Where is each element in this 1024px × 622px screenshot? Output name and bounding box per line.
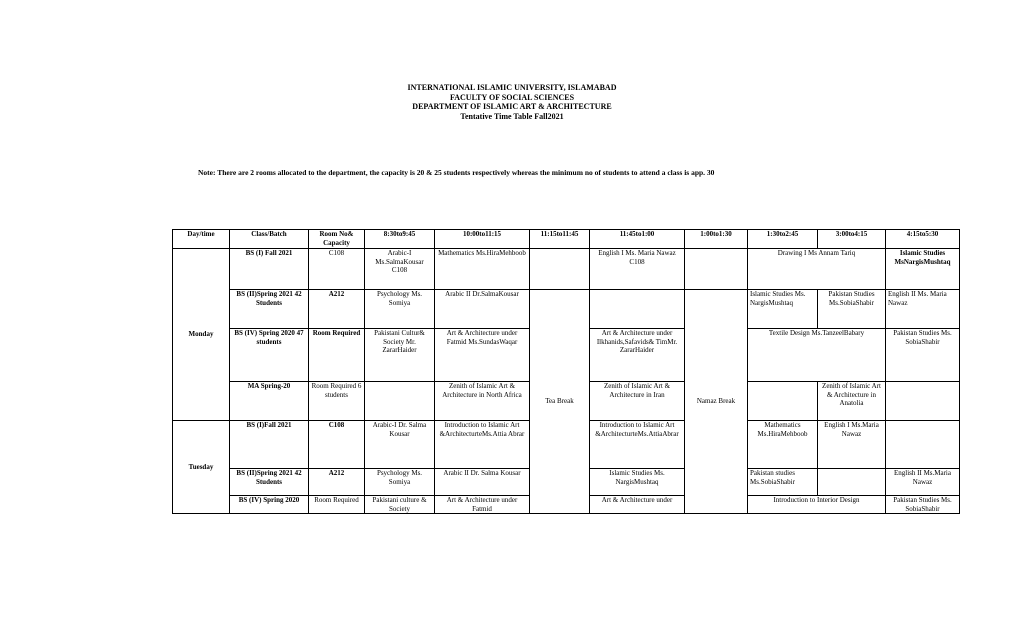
slot-cell: English II Ms. Maria Nawaz	[886, 290, 960, 329]
slot-cell: Arabic-I Ms.SalmaKousar C108	[365, 249, 435, 290]
col-header-day: Day/time	[173, 230, 230, 249]
slot-cell: Pakistan Studies Ms.SobiaShabir	[818, 290, 886, 329]
batch-cell: BS (II)Spring 2021 42 Students	[230, 290, 309, 329]
room-cell: A212	[309, 290, 365, 329]
slot-cell	[886, 382, 960, 421]
col-header-batch: Class/Batch	[230, 230, 309, 249]
timetable	[172, 229, 960, 514]
room-cell: C108	[309, 249, 365, 290]
slot-cell: Psychology Ms. Somiya	[365, 469, 435, 496]
col-header-slot1: 8:30to9:45	[365, 230, 435, 249]
col-header-room: Room No& Capacity	[309, 230, 365, 249]
slot-cell: Drawing I Ms Annam Tariq	[748, 249, 886, 290]
room-note: Note: There are 2 rooms allocated to the department, the capacity is 20 & 25 students respectively whereas the minimum no of students to attend a class is app. 30	[198, 168, 715, 177]
day-tuesday: Tuesday	[173, 421, 230, 514]
col-header-slot3: 11:45to1:00	[590, 230, 685, 249]
slot-cell: English I Ms.Maria Nawaz	[818, 421, 886, 469]
slot-cell: Psychology Ms. Somiya	[365, 290, 435, 329]
slot-cell: Islamic Studies Ms. NargisMushtaq	[748, 290, 818, 329]
table-row	[173, 290, 960, 329]
room-cell: A212	[309, 469, 365, 496]
slot-cell: Art & Architecture under Ilkhanids,Safavids& TimMr. ZararHaider	[590, 329, 685, 382]
slot-cell	[365, 382, 435, 421]
slot-cell: Arabic II Dr. Salma Kousar	[435, 469, 530, 496]
batch-cell: BS (II)Spring 2021 42 Students	[230, 469, 309, 496]
namaz-break-cell: Namaz Break	[685, 290, 748, 514]
slot-cell: Islamic Studies Ms. NargisMushtaq	[590, 469, 685, 496]
room-cell: Room Required	[309, 329, 365, 382]
slot-cell: Mathematics Ms.HiraMehboob	[748, 421, 818, 469]
university-name: INTERNATIONAL ISLAMIC UNIVERSITY, ISLAMABAD	[407, 83, 617, 92]
batch-cell: BS (I)Fall 2021	[230, 421, 309, 469]
slot-cell: Introduction to Interior Design	[748, 496, 886, 514]
slot-cell: Arabic II Dr.SalmaKousar	[435, 290, 530, 329]
col-header-tea: 11:15to11:45	[530, 230, 590, 249]
slot-cell	[886, 421, 960, 469]
slot-cell: Zenith of Islamic Art & Architecture in North Africa	[435, 382, 530, 421]
tea-break-cell: Tea Break	[530, 290, 590, 514]
day-monday: Monday	[173, 249, 230, 421]
slot-cell: Pakistan Studies Ms. SobiaShabir	[886, 496, 960, 514]
room-cell: C108	[309, 421, 365, 469]
col-header-slot6: 4:15to5:30	[886, 230, 960, 249]
slot-cell	[748, 382, 818, 421]
slot-cell: Pakistan Studies Ms. SobiaShabir	[886, 329, 960, 382]
slot-cell: English II Ms.Maria Nawaz	[886, 469, 960, 496]
batch-cell: BS (IV) Spring 2020 47 students	[230, 329, 309, 382]
slot-cell: Islamic Studies MsNargisMushtaq	[886, 249, 960, 290]
col-header-namaz: 1:00to1:30	[685, 230, 748, 249]
col-header-slot5: 3:00to4:15	[818, 230, 886, 249]
slot-cell: Art & Architecture under Fatmid	[435, 496, 530, 514]
batch-cell: BS (IV) Spring 2020	[230, 496, 309, 514]
batch-cell: BS (I) Fall 2021	[230, 249, 309, 290]
room-cell: Room Required 6 students	[309, 382, 365, 421]
slot-cell: Textile Design Ms.TanzeelBabary	[748, 329, 886, 382]
slot-cell: Zenith of Islamic Art & Architecture in Iran	[590, 382, 685, 421]
slot-cell: English I Ms. Maria Nawaz C108	[590, 249, 685, 290]
slot-cell: Pakistan studies Ms.SobiaShabir	[748, 469, 818, 496]
slot-cell	[818, 469, 886, 496]
table-row	[173, 249, 960, 290]
slot-cell: Mathematics Ms.HiraMehboob	[435, 249, 530, 290]
slot-cell: Pakistani culture & Society	[365, 496, 435, 514]
slot-cell: Introduction to Islamic Art &ArchitecturteMs.Attia Abrar	[435, 421, 530, 469]
room-cell: Room Required	[309, 496, 365, 514]
col-header-slot2: 10:00to11:15	[435, 230, 530, 249]
slot-cell: Zenith of Islamic Art & Architecture in Anatolia	[818, 382, 886, 421]
slot-cell-empty	[685, 249, 748, 290]
col-header-slot4: 1:30to2:45	[748, 230, 818, 249]
slot-cell: Art & Architecture under Fatmid Ms.SundasWaqar	[435, 329, 530, 382]
slot-cell: Art & Architecture under	[590, 496, 685, 514]
slot-cell-empty	[530, 249, 590, 290]
slot-cell: Arabic-I Dr. Salma Kousar	[365, 421, 435, 469]
timetable-title: Tentative Time Table Fall2021	[460, 111, 564, 121]
slot-cell: Introduction to Islamic Art &ArchitecturteMs.AttiaAbrar	[590, 421, 685, 469]
document-header	[0, 83, 1024, 121]
department-name: DEPARTMENT OF ISLAMIC ART & ARCHITECTURE	[412, 102, 612, 111]
header-row	[173, 230, 960, 249]
slot-cell: Pakistani Cultur& Society Mr. ZararHaider	[365, 329, 435, 382]
batch-cell: MA Spring-20	[230, 382, 309, 421]
slot-cell	[590, 290, 685, 329]
faculty-name: FACULTY OF SOCIAL SCIENCES	[449, 92, 575, 102]
